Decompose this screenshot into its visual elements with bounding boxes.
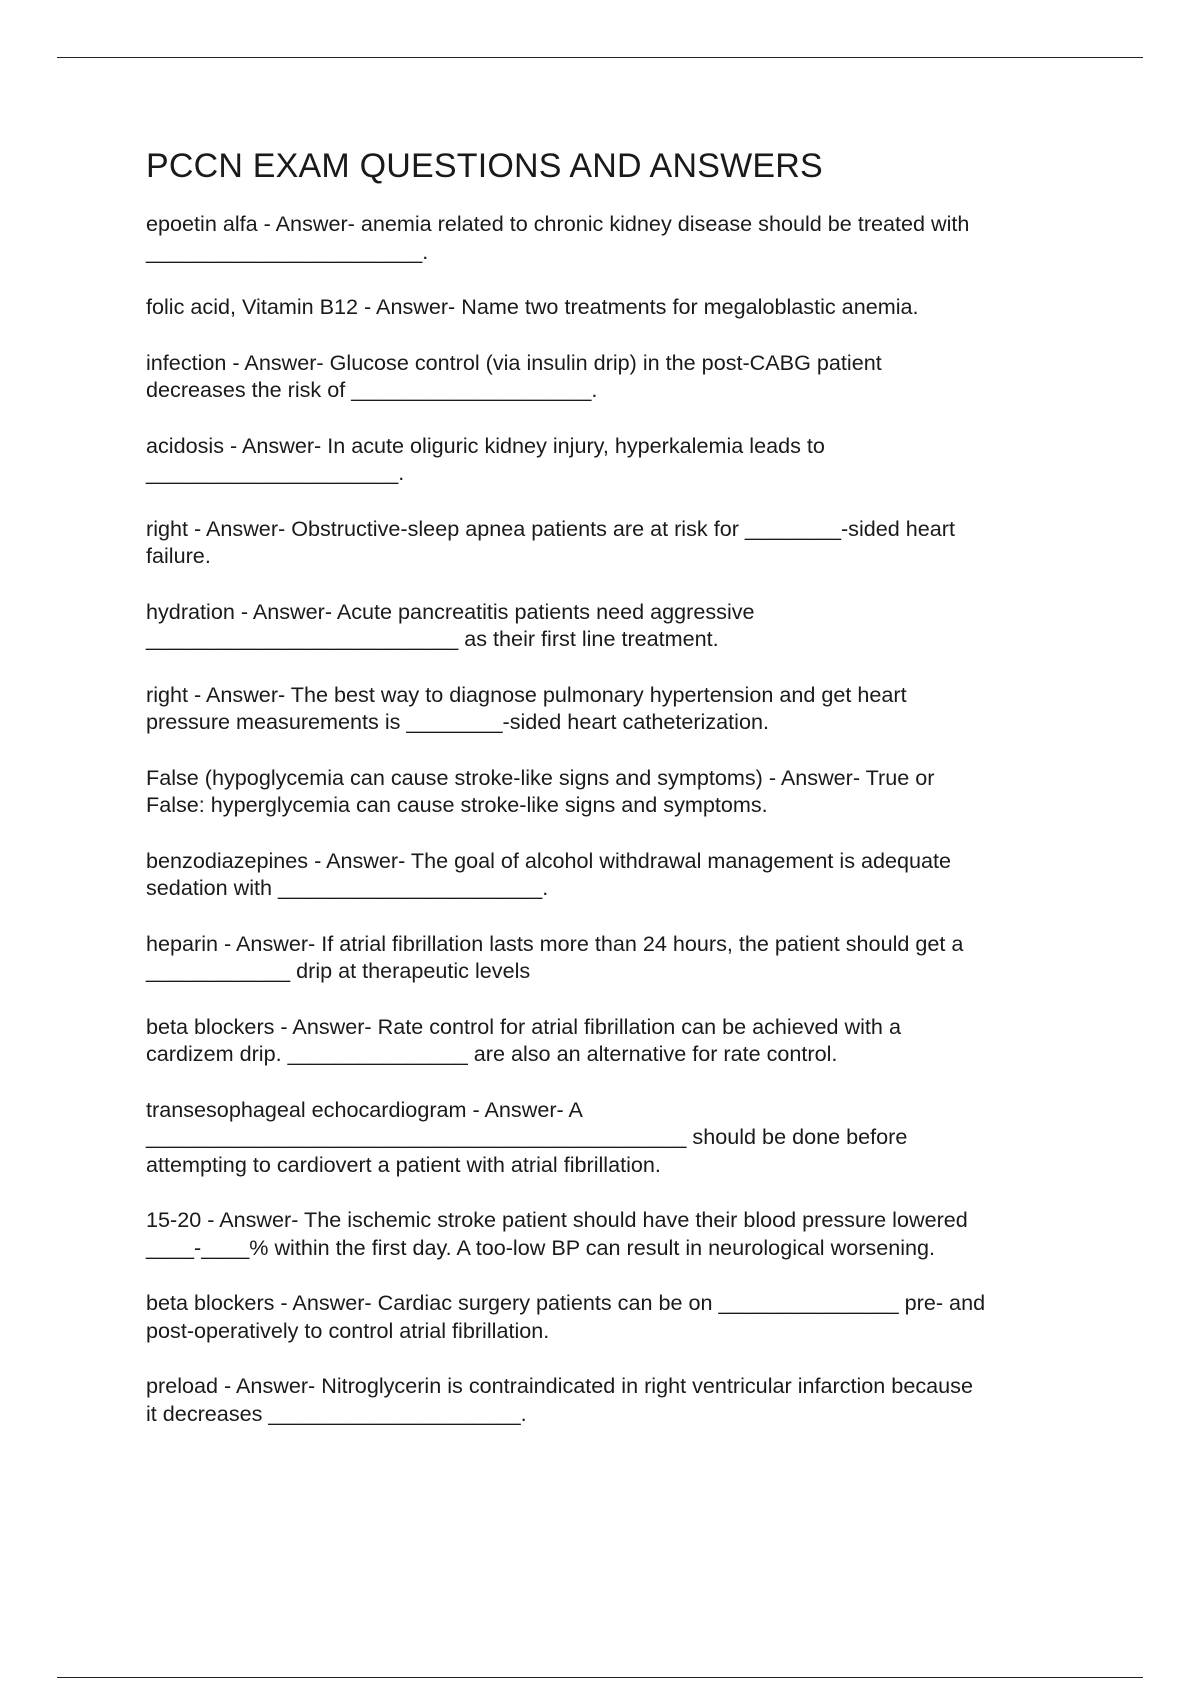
qa-entry: beta blockers - Answer- Rate control for atrial fibrillation can be achieved with a cardizem drip. _______________ are also an alternative for rate control. [146, 1013, 901, 1066]
qa-entry: transesophageal echocardiogram - Answer- A _____________________________________________ should be done before attempting to cardiovert a patient with atrial fibrillation. [146, 1096, 908, 1177]
qa-entry: epoetin alfa - Answer- anemia related to chronic kidney disease should be treated with _______________________. [146, 211, 970, 264]
qa-entry: False (hypoglycemia can cause stroke-like signs and symptoms) - Answer- True or False: hyperglycemia can cause stroke-like signs and symptoms. [146, 764, 935, 817]
footer-rule [57, 1677, 1143, 1678]
qa-entry: hydration - Answer- Acute pancreatitis patients need aggressive __________________________ as their first line treatment. [146, 598, 755, 651]
document-title: PCCN EXAM QUESTIONS AND ANSWERS [146, 147, 823, 185]
qa-entry: folic acid, Vitamin B12 - Answer- Name two treatments for megaloblastic anemia. [146, 294, 919, 319]
header-rule [57, 57, 1143, 58]
qa-entry: preload - Answer- Nitroglycerin is contraindicated in right ventricular infarction because it decreases _____________________. [146, 1373, 973, 1426]
qa-entry: beta blockers - Answer- Cardiac surgery patients can be on _______________ pre- and post-operatively to control atrial fibrillation. [146, 1290, 986, 1343]
qa-entry: right - Answer- Obstructive-sleep apnea patients are at risk for ________-sided heart failure. [146, 515, 955, 568]
qa-entry: infection - Answer- Glucose control (via insulin drip) in the post-CABG patient decreases the risk of ____________________. [146, 349, 882, 402]
document-body [146, 140, 1096, 1455]
qa-entry: 15-20 - Answer- The ischemic stroke patient should have their blood pressure lowered ____-____% within the first day. A too-low BP can result in neurological worsening. [146, 1207, 968, 1260]
qa-entry: heparin - Answer- If atrial fibrillation lasts more than 24 hours, the patient should get a ____________ drip at therapeutic levels [146, 930, 964, 983]
qa-entry: right - Answer- The best way to diagnose pulmonary hypertension and get heart pressure measurements is ________-sided heart catheterization. [146, 681, 907, 734]
qa-entry: benzodiazepines - Answer- The goal of alcohol withdrawal management is adequate sedation with ______________________. [146, 847, 952, 900]
qa-entry: acidosis - Answer- In acute oliguric kidney injury, hyperkalemia leads to _____________________. [146, 432, 825, 485]
